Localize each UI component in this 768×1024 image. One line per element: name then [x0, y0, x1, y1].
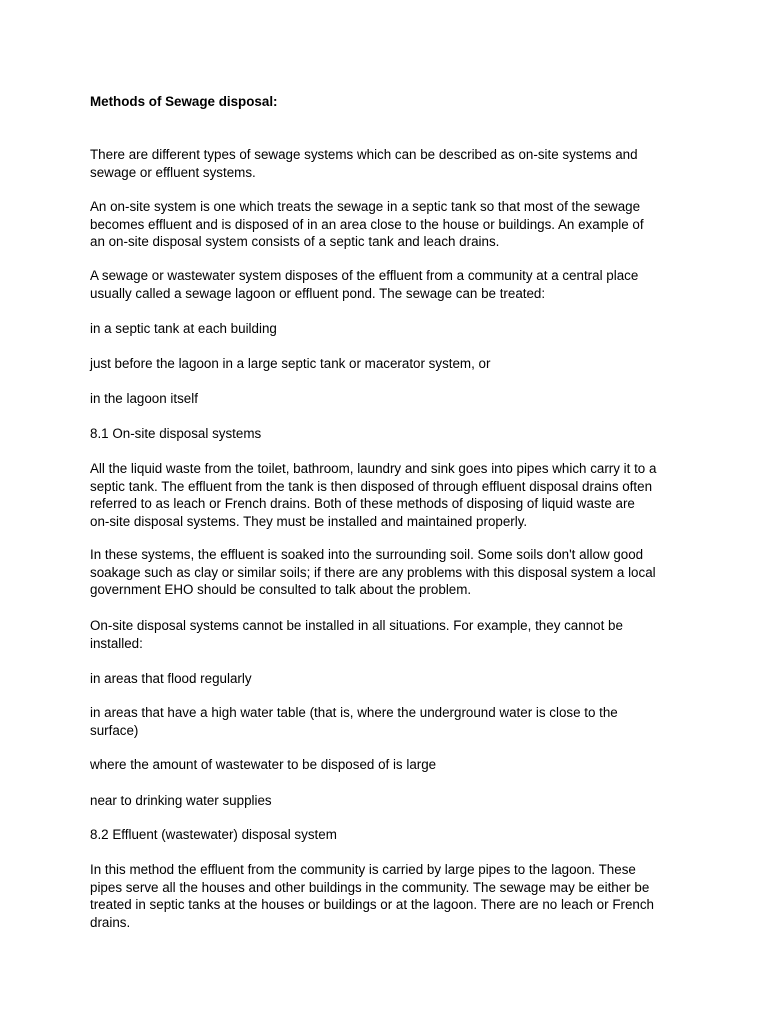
list-item-before-lagoon: just before the lagoon in a large septic tank or macerator system, or — [90, 356, 491, 371]
section-heading-8-2: 8.2 Effluent (wastewater) disposal system — [90, 827, 337, 842]
list-item-drinking-water: near to drinking water supplies — [90, 793, 272, 808]
paragraph-effluent-method: In this method the effluent from the community is carried by large pipes to the lagoon. These pipes serve all the houses and other buildings in the community. The sewage may be either be treated in septic tanks at the houses or buildings or at the lagoon. There are no leach or French drains. — [90, 862, 654, 930]
paragraph-soakage: In these systems, the effluent is soaked into the surrounding soil. Some soils don't allow good soakage such as clay or similar soils; if there are any problems with this disposal system a local government EHO should be consulted to talk about the problem. — [90, 547, 656, 598]
section-heading-8-1: 8.1 On-site disposal systems — [90, 426, 262, 441]
list-item-lagoon-itself: in the lagoon itself — [90, 391, 198, 406]
paragraph-intro: There are different types of sewage systems which can be described as on-site systems and sewage or effluent systems. — [90, 147, 638, 180]
list-item-large-amount: where the amount of wastewater to be disposed of is large — [90, 757, 437, 772]
paragraph-onsite-definition: An on-site system is one which treats the sewage in a septic tank so that most of the sewage becomes effluent and is disposed of in an area close to the house or buildings. An example of an on-site disposal system consists of a septic tank and leach drains. — [90, 199, 644, 250]
list-item-flood-areas: in areas that flood regularly — [90, 671, 252, 686]
paragraph-wastewater-definition: A sewage or wastewater system disposes of the effluent from a community at a central place usually called a sewage lagoon or effluent pond. The sewage can be treated: — [90, 268, 639, 301]
paragraph-liquid-waste: All the liquid waste from the toilet, bathroom, laundry and sink goes into pipes which carry it to a septic tank. The effluent from the tank is then disposed of through effluent disposal drains often referred to as leach or French drains. Both of these methods of disposing of liquid waste are on-site disposal systems. They must be installed and maintained properly. — [90, 461, 657, 529]
paragraph-cannot-install: On-site disposal systems cannot be installed in all situations. For example, they cannot be installed: — [90, 618, 623, 651]
list-item-high-water-table: in areas that have a high water table (that is, where the underground water is close to the surface) — [90, 705, 618, 738]
document-title: Methods of Sewage disposal: — [90, 94, 278, 109]
list-item-septic-tank-building: in a septic tank at each building — [90, 321, 277, 336]
